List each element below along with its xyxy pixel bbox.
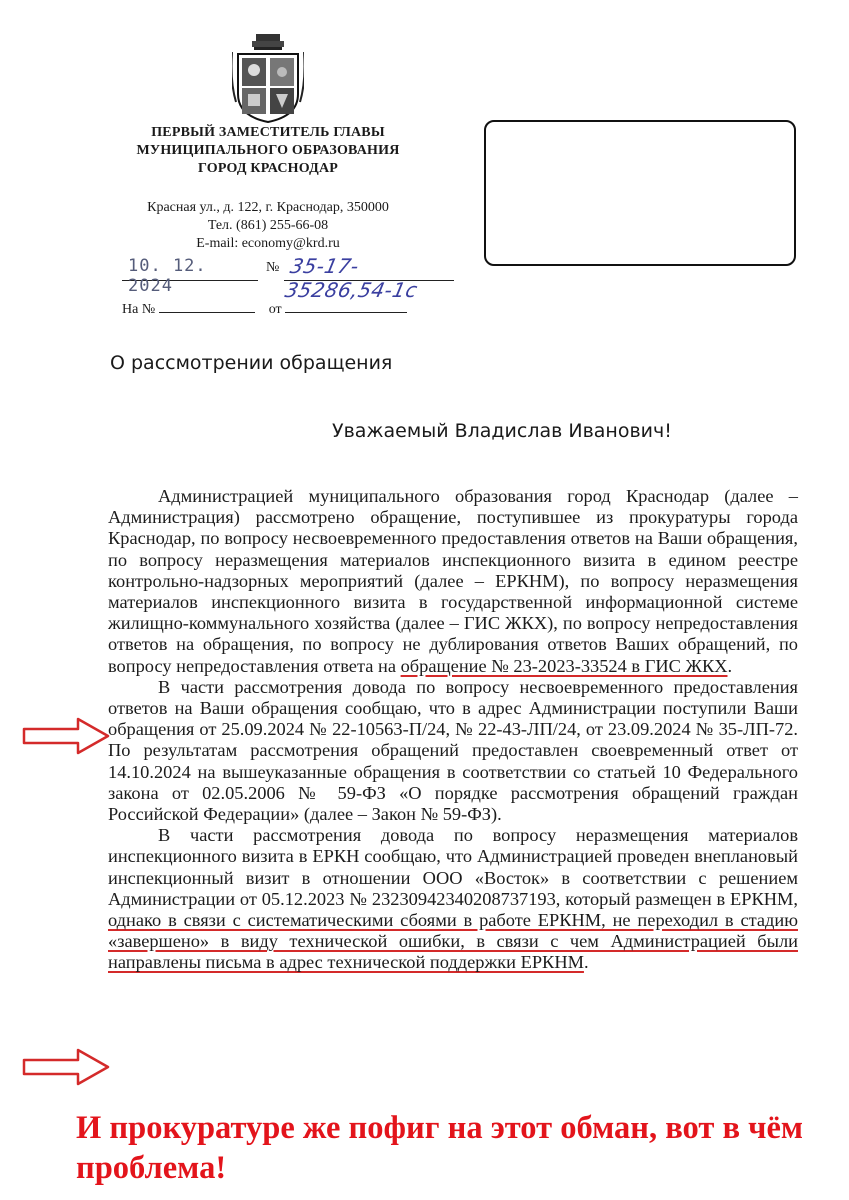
paragraph-2: В части рассмотрения довода по вопросу несвоевременного предоставления ответов на Ваши обращения сообщаю, что в адрес Администрации поступили Ваши обращения от 25.09.2024 № 22-10563-П/24, № 22-43-ЛП/24, от 23.09.2024 № 35-ЛП-72. По результатам рассмотрения обращений предоставлен своевременный ответ от 14.10.2024 на вышеуказанные обращения в соответствии со статьей 10 Федерального закона от 02.05.2006 № 59-ФЗ «О порядке рассмотрения обращений граждан Российской Федерации» (далее – Закон № 59-ФЗ). <box>108 676 798 825</box>
paragraph-1 <box>108 486 798 677</box>
org-line-3: ГОРОД КРАСНОДАР <box>197 161 339 176</box>
number-label: № <box>266 260 280 275</box>
coat-of-arms-icon <box>232 32 304 124</box>
contacts-block <box>100 199 436 253</box>
paragraph-3 <box>108 825 798 973</box>
p1-highlight: обращение № 23-2023-33524 в ГИС ЖКХ <box>400 655 728 676</box>
recipient-address-box <box>484 120 796 266</box>
date-field <box>122 256 258 296</box>
p3-highlight: однако в связи с систематическими сбоями в работе ЕРКНМ, не переходил в стадию «завершено» в виду технической ошибки, в связи с чем Администрацией были направлены письма в адрес технической поддержки ЕРКНМ <box>108 910 798 973</box>
red-comment: И прокуратуре же пофиг на этот обман, вот в чём проблема! <box>76 1110 804 1186</box>
date-stamp: 10. 12. 2024 <box>128 256 207 296</box>
ref-label: На № <box>122 302 156 317</box>
address-text: Красная ул., д. 122, г. Краснодар, 350000 <box>147 200 389 215</box>
p3-text: В части рассмотрения довода по вопросу неразмещения материалов инспекционного визита в ЕРКН сообщаю, что Администрацией проведен внеплановый инспекционный визит в отношении ООО «Восток» в соответствии с решением Администрации от 05.12.2023 № 23230942340208737193, который размещен в ЕРКНМ, <box>108 825 798 909</box>
ref-from-label: от <box>268 302 282 317</box>
org-line-1: ПЕРВЫЙ ЗАМЕСТИТЕЛЬ ГЛАВЫ <box>151 125 385 140</box>
red-arrow-icon <box>20 716 112 756</box>
organization-title <box>100 124 436 178</box>
red-arrow-icon <box>20 1047 112 1087</box>
p3-end: . <box>583 952 589 973</box>
handwritten-number: 35-17-35286,54-1с <box>282 254 420 302</box>
phone-text: Тел. (861) 255-66-08 <box>207 218 329 233</box>
reference-line <box>122 300 407 318</box>
ref-date-blank <box>285 300 407 313</box>
email-text: E-mail: economy@krd.ru <box>196 236 340 251</box>
letter-salutation: Уважаемый Владислав Иванович! <box>332 420 672 442</box>
p1-text: Администрацией муниципального образования город Краснодар (далее – Администрация) рассмотрено обращение, поступившее из прокуратуры города Краснодар, по вопросу несвоевременного предоставления ответов на Ваши обращения, по вопросу неразмещения материалов инспекционного визита в едином реестре контрольно-надзорных мероприятий (далее – ЕРКНМ), по вопросу неразмещения материалов инспекционного визита в государственной информационной системе жилищно-коммунального хозяйства (далее – ГИС ЖКХ), по вопросу непредоставления ответов на обращения, по вопросу не дублирования ответов Ваших обращений, по вопросу непредоставления ответа на <box>108 486 798 676</box>
letter-subject: О рассмотрении обращения <box>110 352 393 374</box>
ref-number-blank <box>159 300 255 313</box>
letter-body <box>108 486 798 974</box>
p1-end: . <box>727 655 733 676</box>
org-line-2: МУНИЦИПАЛЬНОГО ОБРАЗОВАНИЯ <box>136 143 400 158</box>
number-field <box>282 254 454 302</box>
